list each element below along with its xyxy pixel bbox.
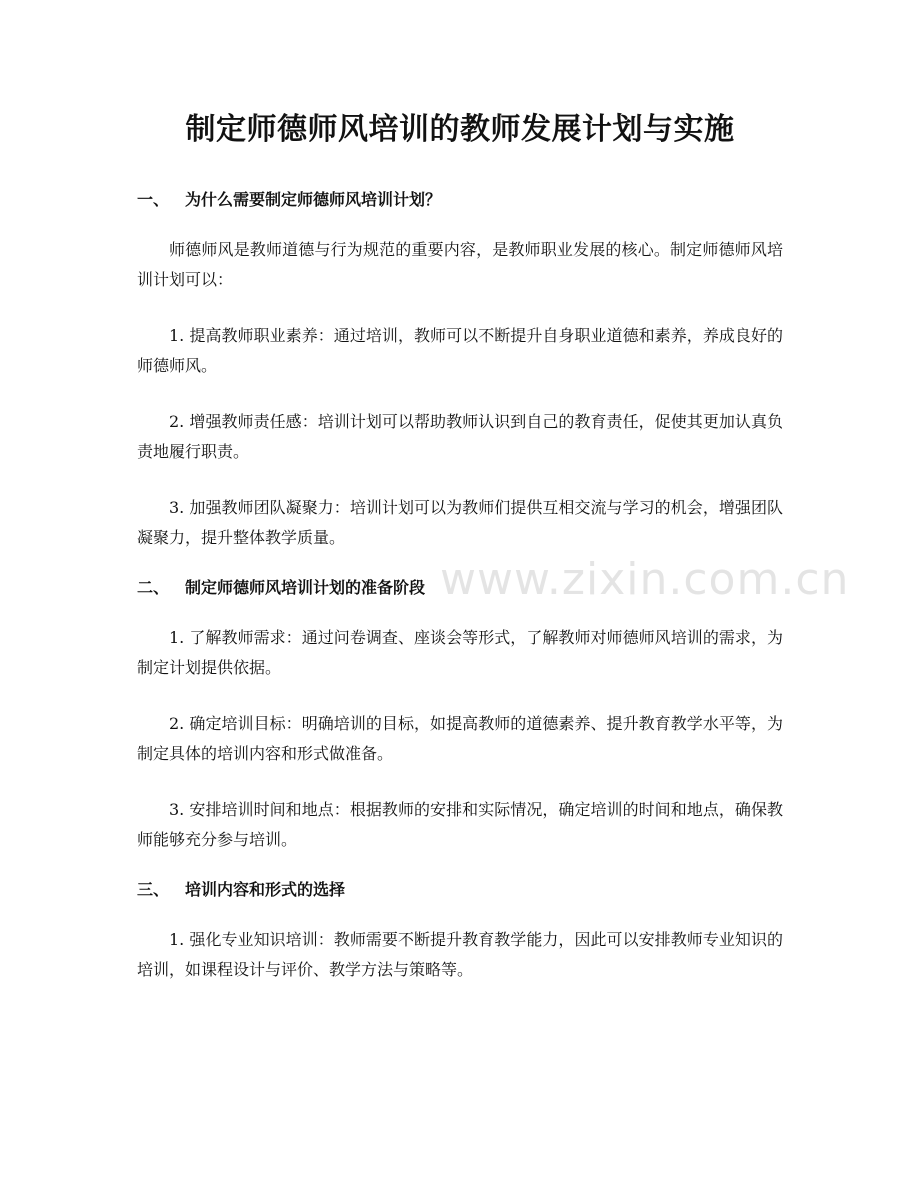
list-item: 1. 了解教师需求：通过问卷调查、座谈会等形式，了解教师对师德师风培训的需求，为制定计划提供依据。: [137, 628, 783, 677]
list-item: 3. 安排培训时间和地点：根据教师的安排和实际情况，确定培训的时间和地点，确保教师能够充分参与培训。: [137, 800, 783, 849]
page-title: 制定师德师风培训的教师发展计划与实施: [185, 112, 735, 147]
section-number: 二、: [137, 578, 170, 597]
section-heading: [137, 185, 783, 215]
document-body: [137, 185, 783, 1011]
list-item: 2. 确定培训目标：明确培训的目标，如提高教师的道德素养、提升教育教学水平等，为制定具体的培训内容和形式做准备。: [137, 714, 783, 763]
section-number: 一、: [137, 190, 170, 209]
paragraph: 师德师风是教师道德与行为规范的重要内容，是教师职业发展的核心。制定师德师风培训计划可以：: [137, 240, 783, 289]
list-item: 1. 强化专业知识培训：教师需要不断提升教育教学能力，因此可以安排教师专业知识的培训，如课程设计与评价、教学方法与策略等。: [137, 930, 783, 979]
section-heading: [137, 573, 783, 603]
section-heading: [137, 875, 783, 905]
section-preparation: [137, 573, 783, 855]
section-title: 为什么需要制定师德师风培训计划？: [185, 190, 442, 209]
section-content-format: [137, 875, 783, 985]
list-item: 2. 增强教师责任感：培训计划可以帮助教师认识到自己的教育责任，促使其更加认真负责地履行职责。: [137, 412, 783, 461]
section-why-plan: [137, 185, 783, 553]
section-number: 三、: [137, 880, 170, 899]
section-title: 制定师德师风培训计划的准备阶段: [185, 578, 426, 597]
list-item: 3. 加强教师团队凝聚力：培训计划可以为教师们提供互相交流与学习的机会，增强团队凝聚力，提升整体教学质量。: [137, 498, 783, 547]
watermark: www.zixin.com.cn: [440, 554, 850, 605]
section-title: 培训内容和形式的选择: [185, 880, 346, 899]
list-item: 1. 提高教师职业素养：通过培训，教师可以不断提升自身职业道德和素养，养成良好的师德师风。: [137, 326, 783, 375]
